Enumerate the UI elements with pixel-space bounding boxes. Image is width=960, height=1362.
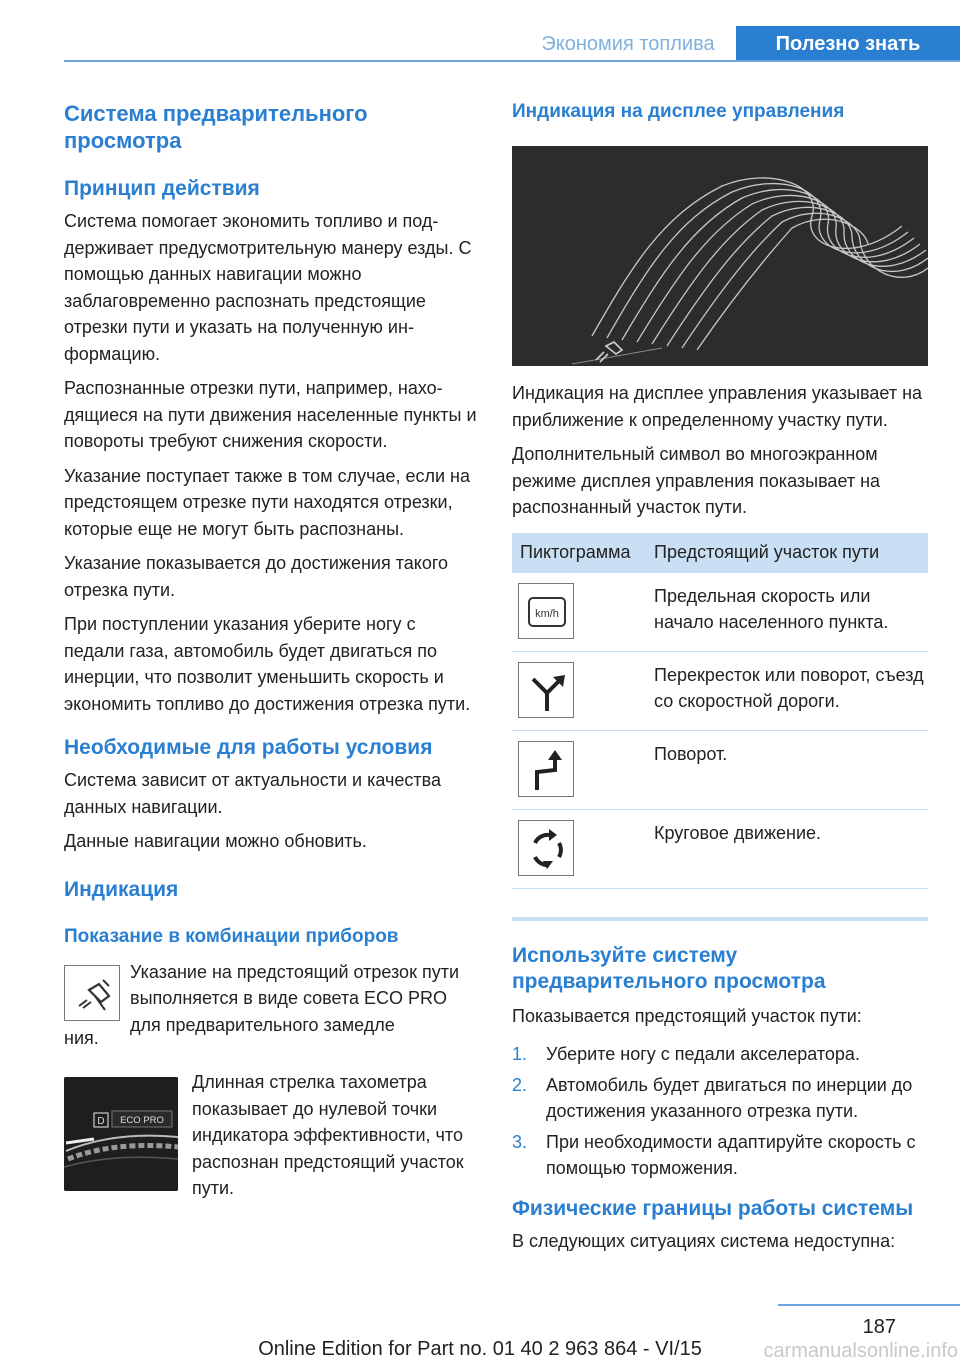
table-row [512, 730, 928, 809]
display-heading: Индикация на дисплее управления [512, 101, 845, 122]
speed-limit-icon [518, 583, 574, 639]
table-row [512, 573, 928, 652]
table-header-pictogram: Пиктограмма [512, 533, 646, 573]
footer-divider [778, 1304, 960, 1306]
table-header-section: Предстоящий участок пути [646, 533, 928, 573]
paragraph-recognized: Распознанные отрезки пути, например, находящиеся на пути движения населенные пункты и повороты требуют снижения скорости. [64, 378, 477, 451]
tab-section[interactable]: Экономия топлива [541, 33, 715, 55]
step-text: Уберите ногу с педали акселератора. [546, 1044, 860, 1064]
display-paragraph-1: Индикация на дисплее управления указывает на приближение к определенному участку пути. [512, 383, 923, 430]
indication-heading: Индикация [64, 877, 179, 901]
step-number: 1. [512, 1044, 528, 1064]
control-display-image [512, 146, 928, 366]
eco-pro-hint-text: Указание на предстоящий отрезок пути выполняется в виде совета ECO PRO для предварительного замедле [130, 961, 459, 1035]
left-column [64, 100, 480, 1198]
table-row [512, 651, 928, 730]
table-cell-speed-limit: Предельная скорость или начало населенного пункта. [646, 573, 928, 652]
paragraph-unrecognized: Указание поступает также в том случае, если на предстоящем отрезке пути находятся отрезки, которые еще не могут быть распознаны. [64, 465, 470, 539]
speed-limit-icon-label: km/h [535, 607, 559, 620]
step-number: 2. [512, 1074, 528, 1095]
list-item [512, 1129, 928, 1182]
tachometer-mode-label: ECO PRO [120, 1115, 164, 1126]
conditions-heading: Необходимые для работы условия [64, 736, 433, 759]
step-number: 3. [512, 1131, 528, 1152]
page-title: Система предварительного просмотра [64, 101, 368, 153]
eco-pro-hint [64, 959, 480, 1049]
tachometer-hint [64, 1069, 480, 1198]
junction-icon [518, 662, 574, 718]
display-paragraph-2: Дополнительный символ во многоэкранном режиме дисплея управления показывает на распознанный участок пути. [512, 444, 881, 517]
table-cell-roundabout: Круговое движение. [646, 809, 928, 888]
paragraph-conditions-2: Данные навигации можно обновить. [64, 831, 367, 851]
tachometer-image [64, 1077, 178, 1191]
use-intro: Показывается предстоящий участок пути: [512, 1005, 862, 1026]
table-header-row [512, 533, 928, 573]
limits-heading: Физические границы работы системы [512, 1196, 914, 1220]
pictogram-table [512, 533, 928, 889]
table-cell-junction: Перекресток или поворот, съезд со скоростной дороги. [646, 651, 928, 730]
list-item [512, 1072, 928, 1125]
eco-pro-hint-text-cont: ния. [64, 1027, 99, 1048]
right-column [512, 100, 928, 1254]
table-row [512, 809, 928, 888]
tachometer-hint-text: Длинная стрелка тахометра показывает до нулевой точки индикатора эффективности, что распознан предстоящий участок пути. [192, 1072, 464, 1198]
tachometer-gear: D [97, 1116, 105, 1127]
limits-text: В следующих ситуациях система недоступна: [512, 1230, 896, 1251]
turn-icon [518, 741, 574, 797]
header-divider [64, 60, 960, 62]
eco-pro-hint-icon [64, 965, 120, 1021]
table-end-rule [512, 917, 928, 921]
tab-active[interactable]: Полезно знать [736, 26, 960, 62]
table-cell-turn: Поворот. [646, 730, 928, 809]
cluster-heading: Показание в комбинации приборов [64, 925, 399, 947]
roundabout-icon [518, 820, 574, 876]
watermark: carmanualsonline.info [763, 1340, 958, 1362]
page-number: 187 [862, 1316, 896, 1338]
paragraph-display-until: Указание показывается до достижения такого отрезка пути. [64, 553, 449, 600]
step-text: При необходимости адаптируйте скорость с помощью торможения. [546, 1131, 916, 1178]
paragraph-conditions-1: Система зависит от актуальности и качества данных навигации. [64, 770, 441, 817]
use-heading: Используйте систему предварительного просмотра [512, 943, 826, 993]
step-text: Автомобиль будет двигаться по инерции до достижения указанного отрезка пути. [546, 1074, 913, 1121]
principle-heading: Принцип действия [64, 177, 260, 200]
edition-note: Online Edition for Part no. 01 40 2 963 864 - VI/15 [258, 1338, 702, 1360]
list-item [512, 1041, 928, 1068]
paragraph-intro: Система помогает экономить топливо и поддерживает предусмотрительную манеру езды. С помощью данных навигации можно заблаговременно распознать предстоящие отрезки пути и указать на полученную информацию. [64, 211, 472, 364]
steps-list [512, 1041, 928, 1182]
paragraph-action: При поступлении указания уберите ногу с педали газа, автомобиль будет двигаться по инерции, что позволит уменьшить скорость и экономить топливо до достижения отрезка пути. [64, 614, 471, 714]
